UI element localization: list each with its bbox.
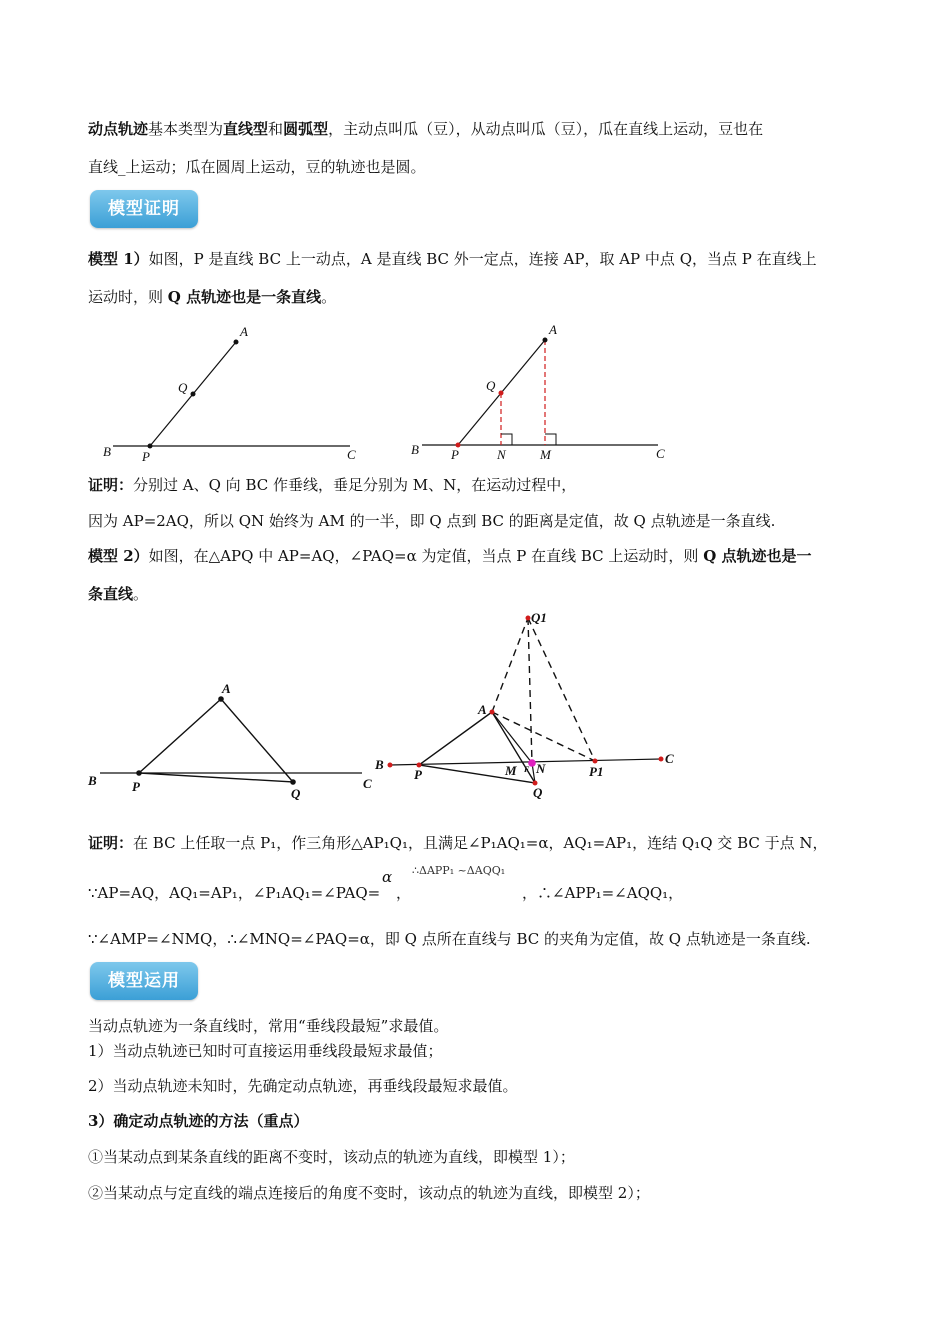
proof1-line-1	[88, 474, 576, 495]
intro-keyword-arc: 圆弧型	[283, 120, 329, 138]
model1-text: 。	[321, 288, 337, 306]
model1-line-2	[88, 286, 336, 307]
label-M: M	[505, 763, 517, 778]
label-N: N	[536, 761, 546, 776]
label-C: C	[656, 446, 665, 461]
intro-keyword-line: 直线型	[223, 120, 269, 138]
proof2-line-3: ∵∠AMP=∠NMQ，∴∠MNQ=∠PAQ=α，即 Q 点所在直线与 BC 的夹角为定值，故 Q 点轨迹是一条直线.	[88, 930, 811, 948]
model1-text: 运动时，则	[88, 288, 168, 306]
intro-line-2: 直线_上运动；瓜在圆周上运动，豆的轨迹也是圆。	[88, 158, 426, 176]
label-A: A	[222, 681, 231, 696]
proof2-formula: ∴ΔAPP₁ ~ΔAQQ₁	[412, 864, 506, 877]
proof2-text: 在 BC 上任取一点 P₁，作三角形△AP₁Q₁，且满足∠P₁AQ₁=α，AQ₁=AP₁，连结 Q₁Q 交 BC 于点 N，	[133, 834, 828, 852]
label-C: C	[363, 776, 372, 791]
label-A: A	[478, 702, 487, 717]
model1-text: 如图，P 是直线 BC 上一动点，A 是直线 BC 外一定点，连接 AP，取 AP 中点 Q，当点 P 在直线上	[148, 250, 817, 268]
usage-p3: 2）当动点轨迹未知时，先确定动点轨迹，再垂线段最短求最值。	[88, 1077, 518, 1095]
section-badge-model-proof: 模型证明	[90, 190, 198, 228]
figure-model2-left	[80, 672, 390, 807]
model2-conclusion-end: 条直线	[88, 585, 134, 603]
figure-model1-right	[400, 318, 690, 468]
usage-p2: 1）当动点轨迹已知时可直接运用垂线段最短求最值；	[88, 1042, 443, 1060]
label-P: P	[414, 767, 422, 782]
proof2-line-1	[88, 832, 828, 853]
intro-line-1	[88, 118, 763, 139]
usage-p4: 3）确定动点轨迹的方法（重点）	[88, 1112, 309, 1130]
usage-p1: 当动点轨迹为一条直线时，常用“垂线段最短”求最值。	[88, 1017, 449, 1035]
label-M: M	[540, 447, 551, 462]
proof1-label: 证明：	[88, 476, 134, 494]
model1-conclusion: Q 点轨迹也是一条直线	[167, 288, 322, 306]
label-F: F	[524, 765, 530, 774]
intro-text: 基本类型为	[148, 120, 224, 138]
label-B: B	[375, 757, 384, 772]
label-P: P	[132, 779, 140, 794]
label-P: P	[451, 447, 459, 462]
label-Q1: Q1	[531, 610, 547, 625]
model1-label: 模型 1）	[88, 250, 149, 268]
proof2-line-2	[88, 882, 380, 903]
label-A: A	[549, 322, 557, 337]
model2-line-1	[88, 545, 811, 566]
alpha-symbol: α	[382, 868, 393, 886]
label-Q: Q	[291, 786, 301, 801]
intro-keyword-track: 动点轨迹	[88, 120, 149, 138]
model2-conclusion: Q 点轨迹也是一	[703, 547, 812, 565]
model2-label: 模型 2）	[88, 547, 149, 565]
model1-line-1	[88, 248, 817, 269]
label-A: A	[240, 324, 248, 339]
section-badge-model-usage: 模型运用	[90, 962, 198, 1000]
label-N: N	[497, 447, 506, 462]
figure-model1-left	[95, 318, 375, 468]
proof2-label: 证明：	[88, 834, 134, 852]
intro-text: ，主动点叫瓜（豆），从动点叫瓜（豆），瓜在直线上运动，豆也在	[328, 120, 764, 138]
intro-text: 和	[268, 120, 284, 138]
proof2-text: ∵AP=AQ，AQ₁=AP₁，∠P₁AQ₁=∠PAQ=	[88, 884, 381, 902]
usage-p6: ②当某动点与定直线的端点连接后的角度不变时，该动点的轨迹为直线，即模型 2）；	[88, 1184, 650, 1202]
model2-text: 。	[133, 585, 149, 603]
label-B: B	[411, 442, 419, 457]
figure-model2-right	[370, 608, 690, 808]
proof2-sep: ，	[396, 884, 412, 902]
label-B: B	[88, 773, 97, 788]
proof1-line-2: 因为 AP=2AQ，所以 QN 始终为 AM 的一半，即 Q 点到 BC 的距离是定值，故 Q 点轨迹是一条直线.	[88, 512, 776, 530]
label-Q: Q	[533, 785, 543, 800]
model2-text: 如图，在△APQ 中 AP=AQ，∠PAQ=α 为定值，当点 P 在直线 BC 上运动时，则	[148, 547, 704, 565]
label-B: B	[103, 444, 111, 459]
label-C: C	[665, 751, 674, 766]
proof1-text: 分别过 A、Q 向 BC 作垂线，垂足分别为 M、N，在运动过程中，	[133, 476, 577, 494]
label-Q: Q	[486, 378, 496, 393]
model2-line-2	[88, 583, 148, 604]
usage-p5: ①当某动点到某条直线的距离不变时，该动点的轨迹为直线，即模型 1）；	[88, 1148, 575, 1166]
proof2-line-2c: ，∴∠APP₁=∠AQQ₁，	[522, 884, 684, 902]
label-Q: Q	[178, 380, 188, 395]
label-P1: P1	[589, 764, 604, 779]
label-C: C	[347, 447, 356, 462]
label-P: P	[142, 449, 150, 464]
